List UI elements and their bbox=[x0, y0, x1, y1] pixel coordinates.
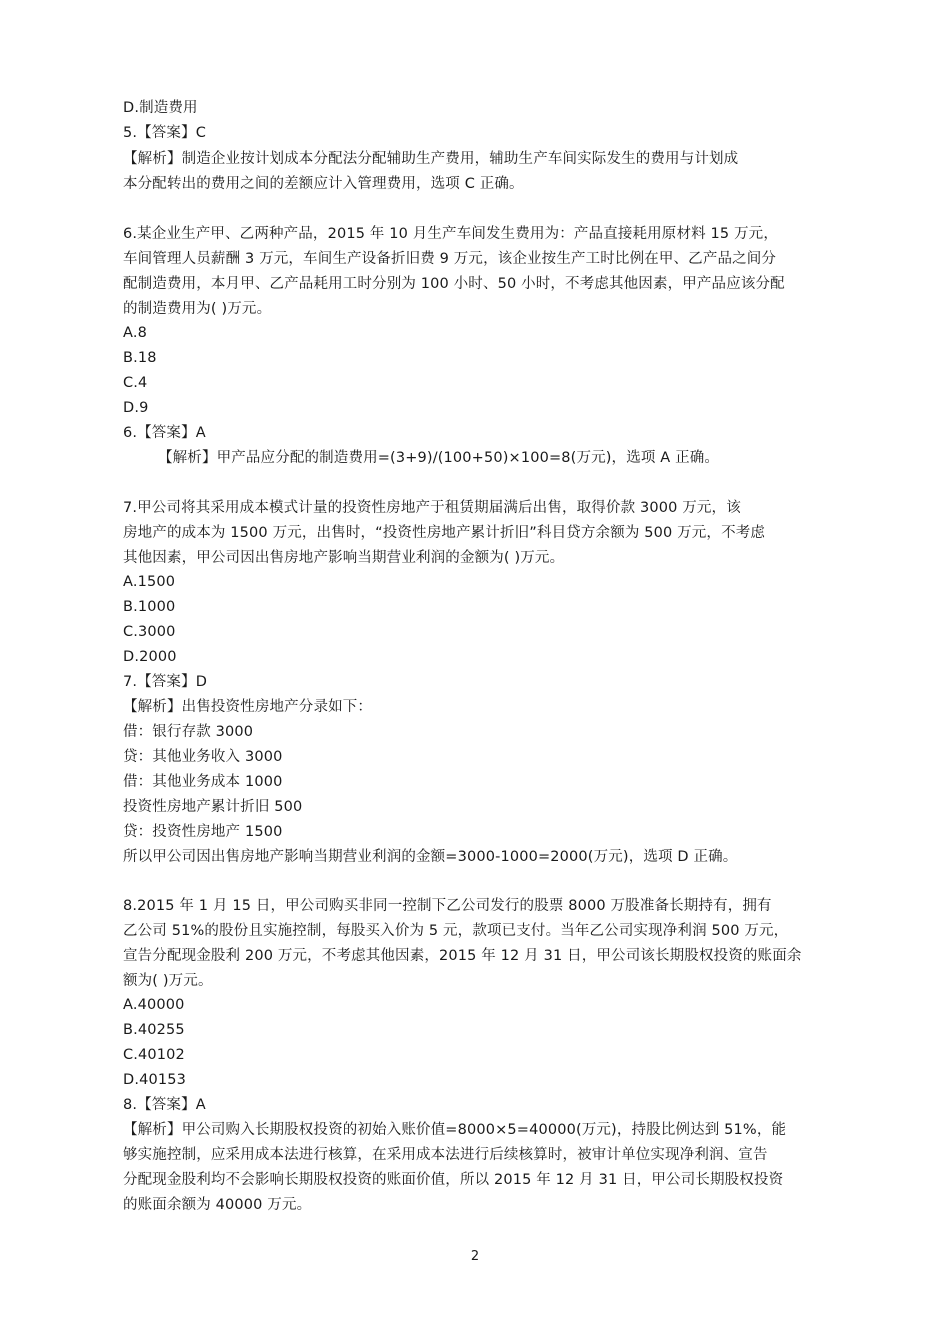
q7-option: C.3000 bbox=[123, 624, 176, 640]
q7-analysis-line: 借：其他业务成本 1000 bbox=[123, 774, 283, 790]
q7-stem-line: 其他因素，甲公司因出售房地产影响当期营业利润的金额为( )万元。 bbox=[123, 550, 565, 566]
q6-stem-line: 车间管理人员薪酬 3 万元，车间生产设备折旧费 9 万元，该企业按生产工时比例在甲、乙产品之间分 bbox=[123, 251, 777, 267]
q7-answer: 7.【答案】D bbox=[123, 674, 208, 690]
q6-option: B.18 bbox=[123, 350, 157, 366]
q6-option: D.9 bbox=[123, 400, 149, 416]
q6-option: C.4 bbox=[123, 375, 148, 391]
q8-analysis-line: 【解析】甲公司购入长期股权投资的初始入账价值=8000×5=40000(万元)，持股比例达到 51%，能 bbox=[123, 1122, 787, 1138]
q8-option: A.40000 bbox=[123, 997, 185, 1013]
q8-stem-line: 额为( )万元。 bbox=[123, 973, 213, 989]
q5-option-d: D.制造费用 bbox=[123, 100, 198, 116]
q8-analysis-line: 够实施控制，应采用成本法进行核算，在采用成本法进行后续核算时，被审计单位实现净利润、宣告 bbox=[123, 1147, 768, 1163]
q8-stem-line: 8.2015 年 1 月 15 日，甲公司购买非同一控制下乙公司发行的股票 8000 万股准备长期持有，拥有 bbox=[123, 898, 772, 914]
q5-answer: 5.【答案】C bbox=[123, 125, 207, 141]
q8-analysis-line: 分配现金股利均不会影响长期股权投资的账面价值，所以 2015 年 12 月 31 日，甲公司长期股权投资 bbox=[123, 1172, 784, 1188]
q7-analysis-line: 贷：投资性房地产 1500 bbox=[123, 824, 283, 840]
q8-option: D.40153 bbox=[123, 1072, 186, 1088]
q7-option: A.1500 bbox=[123, 574, 176, 590]
q7-option: D.2000 bbox=[123, 649, 177, 665]
q6-answer: 6.【答案】A bbox=[123, 425, 206, 441]
q8-analysis-line: 的账面余额为 40000 万元。 bbox=[123, 1197, 312, 1213]
q8-option: C.40102 bbox=[123, 1047, 185, 1063]
q7-option: B.1000 bbox=[123, 599, 176, 615]
q7-analysis-line: 贷：其他业务收入 3000 bbox=[123, 749, 283, 765]
q6-stem-line: 6.某企业生产甲、乙两种产品，2015 年 10 月生产车间发生费用为：产品直接耗用原材料 15 万元， bbox=[123, 226, 778, 242]
q7-analysis-line: 投资性房地产累计折旧 500 bbox=[123, 799, 303, 815]
page-number: 2 bbox=[470, 1249, 480, 1264]
q5-analysis-line: 【解析】制造企业按计划成本分配法分配辅助生产费用，辅助生产车间实际发生的费用与计划成 bbox=[123, 151, 739, 167]
q8-stem-line: 宣告分配现金股利 200 万元，不考虑其他因素，2015 年 12 月 31 日，甲公司该长期股权投资的账面余 bbox=[123, 948, 802, 964]
q7-stem-line: 房地产的成本为 1500 万元，出售时，“投资性房地产累计折旧”科目贷方余额为 500 万元，不考虑 bbox=[123, 525, 766, 541]
q7-analysis-line: 所以甲公司因出售房地产影响当期营业利润的金额=3000-1000=2000(万元)，选项 D 正确。 bbox=[123, 849, 738, 865]
q7-analysis-line: 【解析】出售投资性房地产分录如下： bbox=[123, 699, 373, 715]
q5-analysis-line: 本分配转出的费用之间的差额应计入管理费用，选项 C 正确。 bbox=[123, 176, 524, 192]
q6-stem-line: 配制造费用，本月甲、乙产品耗用工时分别为 100 小时、50 小时，不考虑其他因素，甲产品应该分配 bbox=[123, 276, 785, 292]
q6-option: A.8 bbox=[123, 325, 147, 341]
q6-stem-line: 的制造费用为( )万元。 bbox=[123, 301, 272, 317]
q8-answer: 8.【答案】A bbox=[123, 1097, 206, 1113]
q7-stem-line: 7.甲公司将其采用成本模式计量的投资性房地产于租赁期届满后出售，取得价款 3000 万元，该 bbox=[123, 500, 741, 516]
q7-analysis-line: 借：银行存款 3000 bbox=[123, 724, 254, 740]
q8-stem-line: 乙公司 51%的股份且实施控制，每股买入价为 5 元，款项已支付。当年乙公司实现净利润 500 万元， bbox=[123, 923, 789, 939]
q6-analysis: 【解析】甲产品应分配的制造费用=(3+9)/(100+50)×100=8(万元)，选项 A 正确。 bbox=[158, 450, 720, 466]
q8-option: B.40255 bbox=[123, 1022, 185, 1038]
